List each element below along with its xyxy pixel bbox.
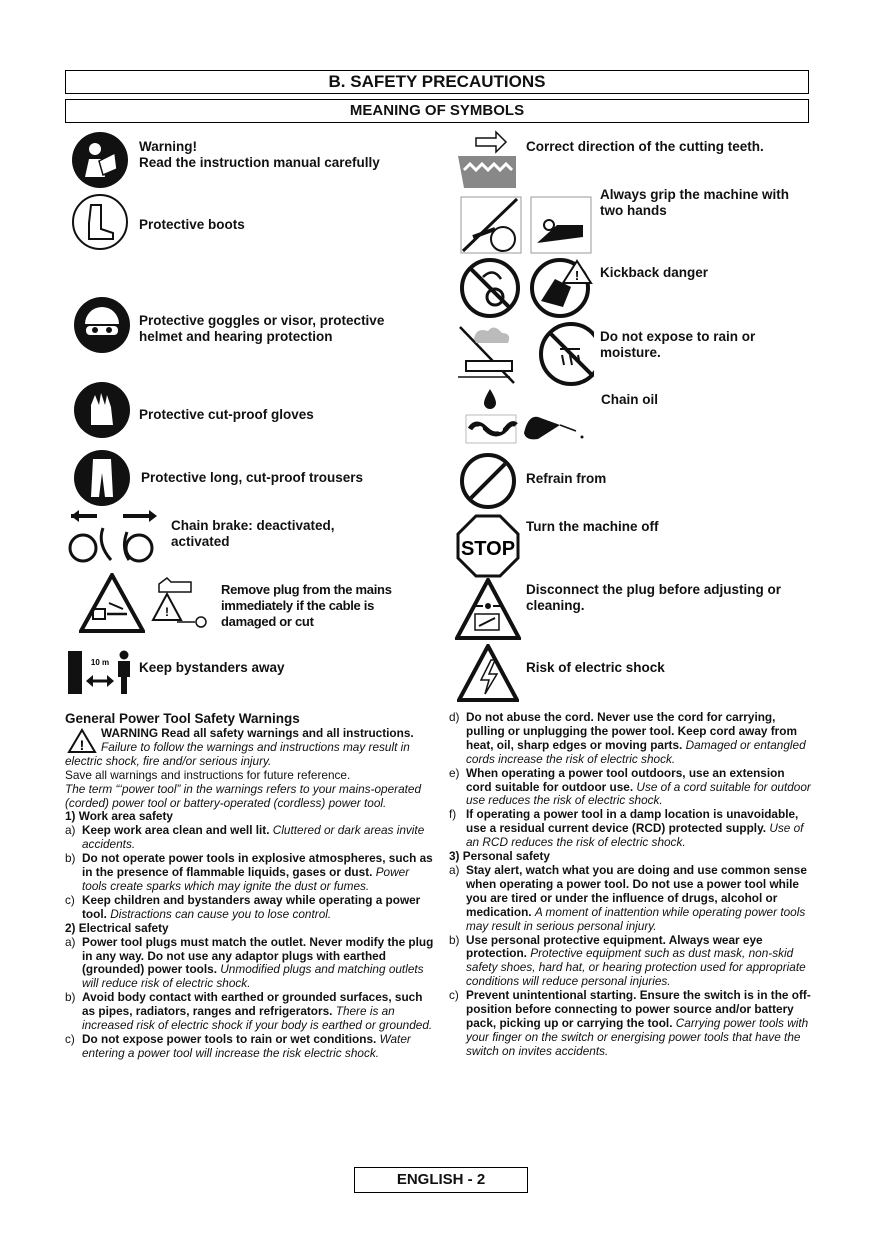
symbol-label-cutting-direction: Correct direction of the cutting teeth. bbox=[526, 139, 764, 154]
symbol-label-read-manual: Warning! Read the instruction manual carefully bbox=[139, 139, 380, 170]
symbol-label-trousers: Protective long, cut-proof trousers bbox=[141, 470, 364, 485]
symbol-label-bystanders: Keep bystanders away bbox=[139, 660, 285, 675]
symbol-label-two-hands: Always grip the machine with two hands bbox=[600, 187, 790, 218]
cutting-direction-icon bbox=[456, 130, 518, 190]
svg-text:!: ! bbox=[165, 605, 169, 619]
save-instructions: Save all warnings and instructions for future reference. bbox=[65, 767, 351, 782]
list-item: c) Keep children and bystanders away while operating a power tool. Distractions can cause you to lose control. bbox=[65, 892, 421, 921]
distance-label: 10 m bbox=[90, 658, 110, 667]
trousers-icon bbox=[73, 449, 131, 507]
stop-icon bbox=[456, 514, 520, 578]
warning-bold: WARNING Read all safety warnings and all instructions. bbox=[101, 726, 414, 740]
list-item: b) Avoid body contact with earthed or grounded surfaces, such as pipes, radiators, ranges and refrigerators. There is an increased risk of electric shock if your body is earthed or grounded. bbox=[65, 990, 433, 1033]
protective-boots-icon bbox=[71, 193, 129, 251]
symbol-label-electric-shock: Risk of electric shock bbox=[526, 660, 665, 675]
helmet-goggles-icon bbox=[73, 296, 131, 354]
refrain-icon bbox=[459, 452, 517, 510]
remove-plug-icon bbox=[151, 576, 213, 630]
warning-italic: Failure to follow the warnings and instructions may result in electric shock, fire and/or serious injury. bbox=[65, 739, 410, 768]
list-item: b) Do not operate power tools in explosive atmospheres, such as in the presence of flammable liquids, gases or dust. Power tools create sparks which may ignite the dust or fumes. bbox=[65, 851, 433, 893]
symbol-label-no-rain: Do not expose to rain or moisture. bbox=[600, 329, 756, 360]
gloves-icon bbox=[73, 381, 131, 439]
text-column-right bbox=[449, 711, 813, 1059]
no-rain-icon bbox=[454, 321, 594, 387]
remove-plug-warning-icon bbox=[79, 573, 145, 633]
list-item: a) Keep work area clean and well lit. Cluttered or dark areas invite accidents. bbox=[65, 823, 425, 852]
disconnect-plug-icon bbox=[455, 578, 521, 640]
electric-shock-icon bbox=[457, 644, 519, 702]
list-item: c) Do not expose power tools to rain or wet conditions. Water entering a power tool will increase the risk electric shock. bbox=[65, 1031, 411, 1060]
symbol-label-disconnect: Disconnect the plug before adjusting or cleaning. bbox=[526, 582, 782, 613]
section-heading-work-area: 1) Work area safety bbox=[65, 809, 173, 824]
list-item: d) Do not abuse the cord. Never use the cord for carrying, pulling or unplugging the power tool. Keep cord away from heat, oil, sharp edges or moving parts. Damaged or entangled cords increase the risk of electric shock. bbox=[449, 710, 806, 766]
svg-text:!: ! bbox=[79, 737, 85, 753]
general-warnings-heading: General Power Tool Safety Warnings bbox=[65, 711, 300, 726]
section-heading-electrical: 2) Electrical safety bbox=[65, 920, 169, 935]
warning-paragraph bbox=[65, 727, 435, 769]
text-column-left bbox=[65, 711, 435, 1061]
read-manual-icon bbox=[71, 131, 129, 189]
list-item: e) When operating a power tool outdoors, use an extension cord suitable for outdoor use. Use of a cord suitable for outdoor use reduces the risk of electric shock. bbox=[449, 765, 811, 808]
page-title: B. SAFETY PRECAUTIONS bbox=[65, 70, 809, 94]
list-item: b) Use personal protective equipment. Always wear eye protection. Protective equipment such as dust mask, non-skid safety shoes, hard hat, or hearing protection used for appropriate conditions will reduce personal injuries. bbox=[449, 932, 806, 989]
symbol-label-gloves: Protective cut-proof gloves bbox=[139, 407, 314, 422]
list-item: f) If operating a power tool in a damp location is unavoidable, use a residual current device (RCD) protected supply. Use of an RCD reduces the risk of electric shock. bbox=[449, 807, 804, 850]
list-item: c) Prevent unintentional starting. Ensure the switch is in the off-position before connecting to power source and/or battery pack, picking up or carrying the tool. Carrying power tools with your finger on the switch or energising power tools that have the switch on invites accidents. bbox=[449, 988, 811, 1058]
symbol-label-refrain: Refrain from bbox=[526, 471, 607, 486]
symbol-label-chain-oil: Chain oil bbox=[601, 392, 658, 407]
symbol-label-chain-brake: Chain brake: deactivated, activated bbox=[171, 518, 335, 549]
page-footer: ENGLISH - 2 bbox=[354, 1167, 528, 1193]
two-hands-icon bbox=[459, 195, 593, 255]
stop-sign-text: STOP bbox=[460, 538, 516, 560]
section-heading-personal-safety: 3) Personal safety bbox=[449, 849, 550, 864]
power-tool-term: The term “‘power tool” in the warnings refers to your mains-operated (corded) power tool or battery-operated (cordless) power tool. bbox=[65, 781, 422, 810]
symbol-label-kickback: Kickback danger bbox=[600, 265, 709, 280]
bystanders-icon bbox=[66, 649, 136, 696]
svg-text:!: ! bbox=[574, 268, 580, 283]
kickback-icon bbox=[459, 257, 593, 319]
symbol-label-stop: Turn the machine off bbox=[526, 519, 659, 534]
warning-triangle-icon bbox=[67, 728, 97, 754]
symbol-label-remove-plug: Remove plug from the mains immediately if the cable is damaged or cut bbox=[221, 582, 392, 629]
chain-brake-icon bbox=[67, 508, 161, 566]
symbol-label-boots: Protective boots bbox=[139, 217, 245, 232]
symbol-label-helmet: Protective goggles or visor, protective helmet and hearing protection bbox=[139, 313, 385, 344]
chain-oil-icon bbox=[456, 385, 590, 445]
section-subtitle: MEANING OF SYMBOLS bbox=[65, 99, 809, 123]
list-item: a) Stay alert, watch what you are doing and use common sense when operating a power tool. Do not use a power tool while you are tired or under the influence of drugs, alcohol or medication. A moment of inattention while operating power tools may result in serious personal injury. bbox=[449, 862, 807, 933]
list-item: a) Power tool plugs must match the outlet. Never modify the plug in any way. Do not use any adaptor plugs with earthed (grounded) power tools. Unmodified plugs and matching outlets will reduce risk of electric shock. bbox=[65, 934, 434, 991]
